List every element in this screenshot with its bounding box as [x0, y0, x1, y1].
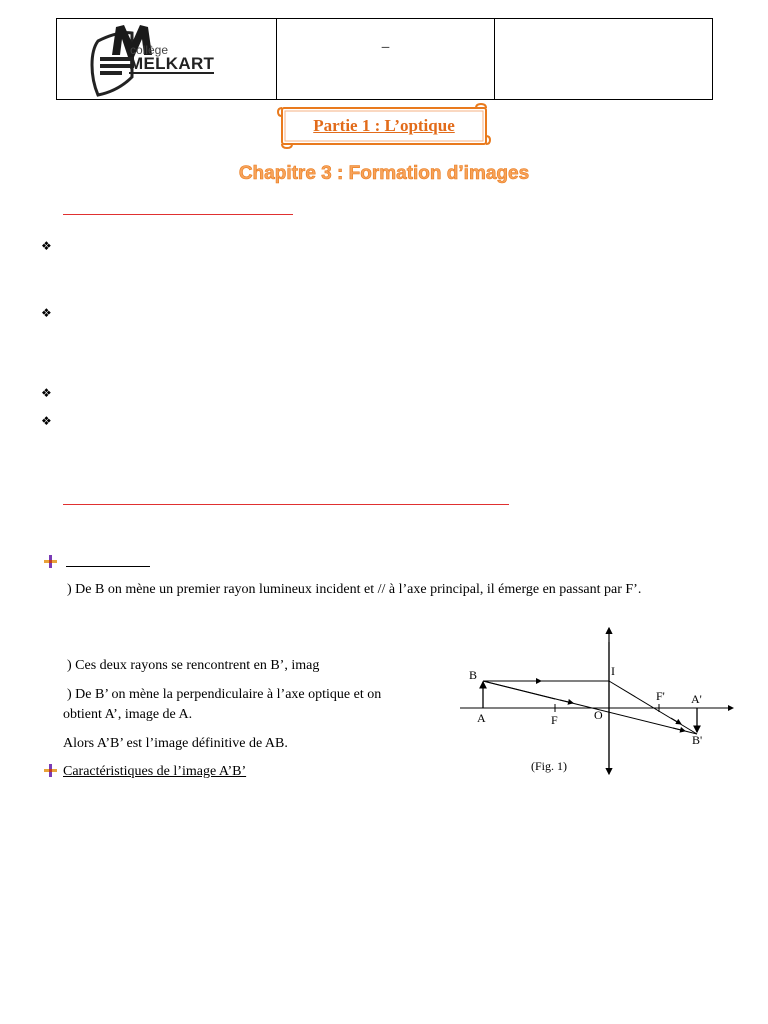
- logo-small-text: collège: [130, 43, 169, 57]
- section-rule-2: [63, 504, 509, 505]
- ray-arrow: [673, 728, 685, 731]
- diamond-bullet-icon: ❖: [41, 386, 52, 400]
- characteristics-heading: Caractéristiques de l’image A’B’: [63, 764, 247, 779]
- part-title: Partie 1 : L’optique: [313, 116, 455, 135]
- header-middle-cell: [276, 19, 494, 99]
- label-A-prime: A': [691, 692, 702, 706]
- diamond-bullet-icon: ❖: [41, 306, 52, 320]
- diamond-bullet-icon: ❖: [41, 414, 52, 428]
- label-F: F: [551, 713, 558, 727]
- step-3-text: ) Ces deux rayons se rencontrent en B’, imag: [67, 658, 320, 673]
- label-A: A: [477, 711, 486, 725]
- header-middle-text: –: [381, 39, 390, 55]
- label-I: I: [611, 664, 615, 678]
- step-4-line2: obtient A’, image de A.: [63, 707, 193, 722]
- header-table: [56, 18, 713, 100]
- diamond-bullet-icon: ❖: [41, 239, 52, 253]
- conclusion-text: Alors A’B’ est l’image définitive de AB.: [63, 736, 288, 751]
- header-right-cell: [494, 19, 712, 99]
- label-O: O: [594, 708, 603, 722]
- plus-bullet-icon: [44, 555, 57, 568]
- lens-ray-diagram: [455, 622, 745, 782]
- ray-arrow: [671, 718, 681, 724]
- section-rule-1: [63, 214, 293, 215]
- plus-bullet-icon: [44, 764, 57, 777]
- label-B-prime: B': [692, 733, 703, 747]
- label-B: B: [469, 668, 478, 682]
- figure-caption: (Fig. 1): [531, 759, 567, 773]
- blank-heading-line: [66, 566, 150, 567]
- ray-through-focus: [483, 681, 555, 699]
- label-F-prime: F': [656, 689, 665, 703]
- step-1-text: ) De B on mène un premier rayon lumineux incident et // à l’axe principal, il émerge en passant par F’.: [67, 582, 642, 597]
- header-logo-cell: [57, 19, 276, 99]
- ray-arrow: [560, 700, 573, 703]
- logo-name-text: MELKART: [129, 54, 215, 73]
- step-4-line1: ) De B’ on mène la perpendiculaire à l’axe optique et on: [67, 687, 382, 702]
- chapter-title: Chapitre 3 : Formation d’images: [238, 163, 530, 184]
